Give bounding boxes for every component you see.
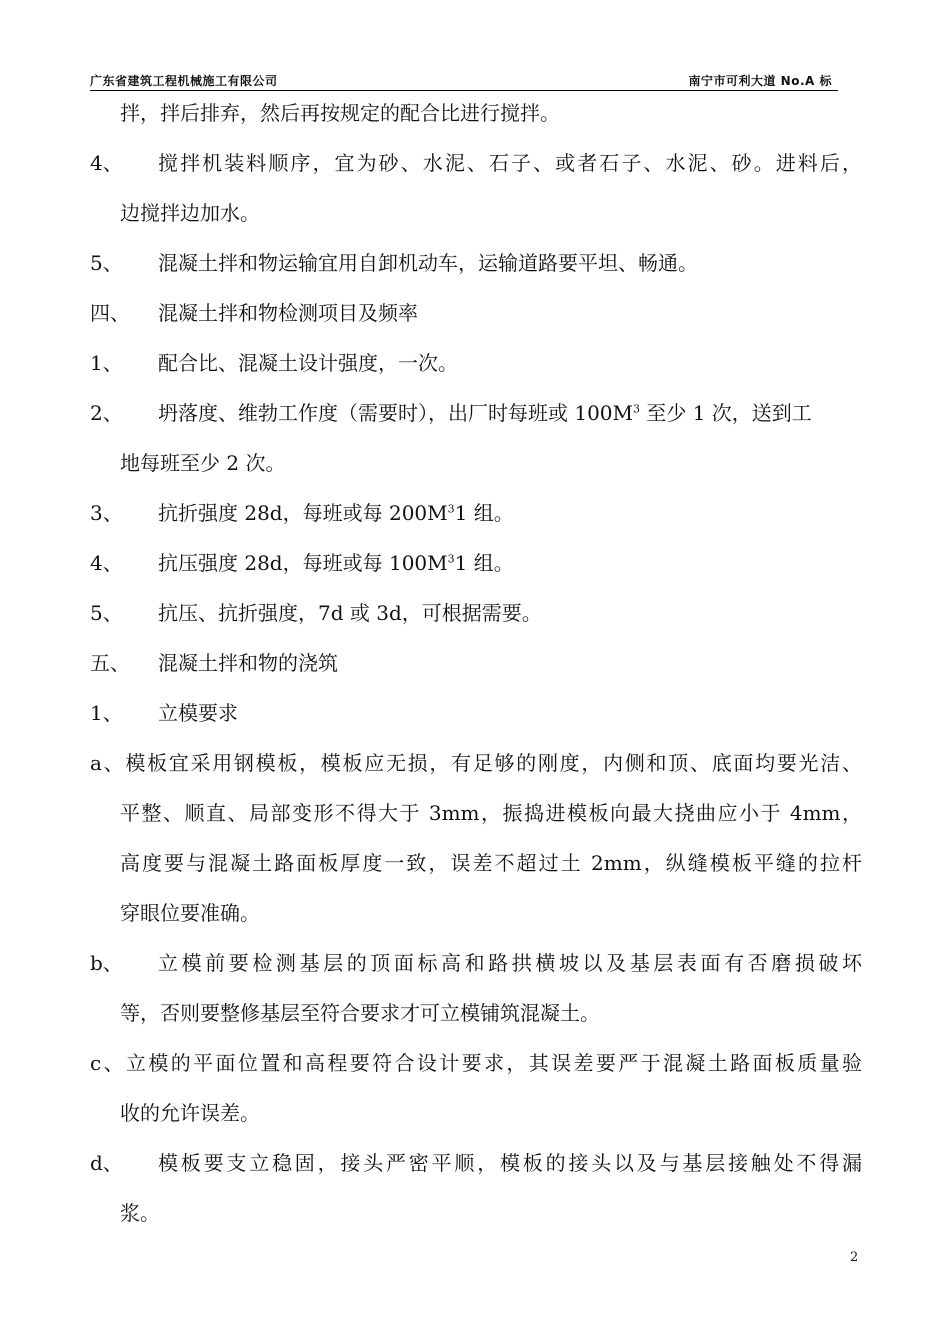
list-item xyxy=(90,588,862,638)
paragraph-line xyxy=(90,838,862,888)
document-body xyxy=(90,88,862,1238)
project-name: 南宁市可利大道 No.A 标 xyxy=(688,74,832,88)
item-number: 3、 xyxy=(90,501,123,525)
text: 穿眼位要准确。 xyxy=(120,901,260,925)
item-text: 配合比、混凝土设计强度，一次。 xyxy=(158,351,458,375)
list-item xyxy=(90,1138,862,1188)
paragraph-line xyxy=(90,188,862,238)
text: 抗折强度 28d，每班或每 200M xyxy=(158,501,448,525)
list-item xyxy=(90,488,862,538)
text: 高度要与混凝土路面板厚度一致，误差不超过土 2mm，纵缝模板平缝的拉杆 xyxy=(120,851,862,875)
section-title: 混凝土拌和物检测项目及频率 xyxy=(158,301,418,325)
text: 至少 1 次，送到工 xyxy=(640,401,812,425)
list-item xyxy=(90,688,862,738)
item-text: 抗压、抗折强度，7d 或 3d，可根据需要。 xyxy=(158,601,542,625)
list-item xyxy=(90,138,862,188)
item-number: 4、 xyxy=(90,551,123,575)
section-heading xyxy=(90,638,862,688)
item-text: 搅拌机装料顺序，宜为砂、水泥、石子、或者石子、水泥、砂。进料后， xyxy=(158,151,862,175)
item-text xyxy=(158,501,514,525)
superscript: 3 xyxy=(447,502,455,516)
text: 收的允许误差。 xyxy=(120,1101,260,1125)
item-number: d、 xyxy=(90,1151,123,1175)
item-text: 模板要支立稳固，接头严密平顺，模板的接头以及与基层接触处不得漏 xyxy=(158,1151,862,1175)
item-number: 1、 xyxy=(90,701,123,725)
item-number: 4、 xyxy=(90,151,123,175)
text: 浆。 xyxy=(120,1201,160,1225)
text: a、模板宜采用钢模板，模板应无损，有足够的刚度，内侧和顶、底面均要光洁、 xyxy=(90,751,862,775)
text: 地每班至少 2 次。 xyxy=(120,451,286,475)
text: 抗压强度 28d，每班或每 100M xyxy=(158,551,448,575)
item-text: 立模前要检测基层的顶面标高和路拱横坡以及基层表面有否磨损破坏 xyxy=(158,951,862,975)
item-number: 5、 xyxy=(90,251,123,275)
item-number: 1、 xyxy=(90,351,123,375)
list-item xyxy=(90,938,862,988)
list-item xyxy=(90,238,862,288)
paragraph-line xyxy=(90,438,862,488)
superscript: 3 xyxy=(447,552,455,566)
list-item xyxy=(90,538,862,588)
section-number: 五、 xyxy=(90,651,130,675)
text: 平整、顺直、局部变形不得大于 3mm，振捣进模板向最大挠曲应小于 4mm， xyxy=(120,801,862,825)
item-text xyxy=(158,401,812,425)
item-number: 5、 xyxy=(90,601,123,625)
paragraph-line xyxy=(90,788,862,838)
item-number: 2、 xyxy=(90,401,123,425)
text: 拌，拌后排弃，然后再按规定的配合比进行搅拌。 xyxy=(120,101,560,125)
item-text: 混凝土拌和物运输宜用自卸机动车，运输道路要平坦、畅通。 xyxy=(158,251,698,275)
section-number: 四、 xyxy=(90,301,130,325)
section-title: 混凝土拌和物的浇筑 xyxy=(158,651,338,675)
section-heading xyxy=(90,288,862,338)
paragraph-line xyxy=(90,888,862,938)
superscript: 3 xyxy=(633,402,641,416)
item-number: b、 xyxy=(90,951,123,975)
paragraph-line xyxy=(90,738,862,788)
page-number: 2 xyxy=(850,1250,859,1265)
text: 边搅拌边加水。 xyxy=(120,201,260,225)
paragraph-line xyxy=(90,1188,862,1238)
text: 1 组。 xyxy=(454,551,514,575)
text: 1 组。 xyxy=(454,501,514,525)
list-item xyxy=(90,338,862,388)
paragraph-line xyxy=(90,1088,862,1138)
company-name: 广东省建筑工程机械施工有限公司 xyxy=(90,74,278,88)
paragraph-line xyxy=(90,1038,862,1088)
paragraph-line xyxy=(90,988,862,1038)
text: 等，否则要整修基层至符合要求才可立模铺筑混凝土。 xyxy=(120,1001,600,1025)
item-text: 立模要求 xyxy=(158,701,238,725)
paragraph-line xyxy=(90,88,862,138)
text: 坍落度、维勃工作度（需要时），出厂时每班或 100M xyxy=(158,401,634,425)
text: c、立模的平面位置和高程要符合设计要求，其误差要严于混凝土路面板质量验 xyxy=(90,1051,862,1075)
list-item xyxy=(90,388,862,438)
item-text xyxy=(158,551,514,575)
